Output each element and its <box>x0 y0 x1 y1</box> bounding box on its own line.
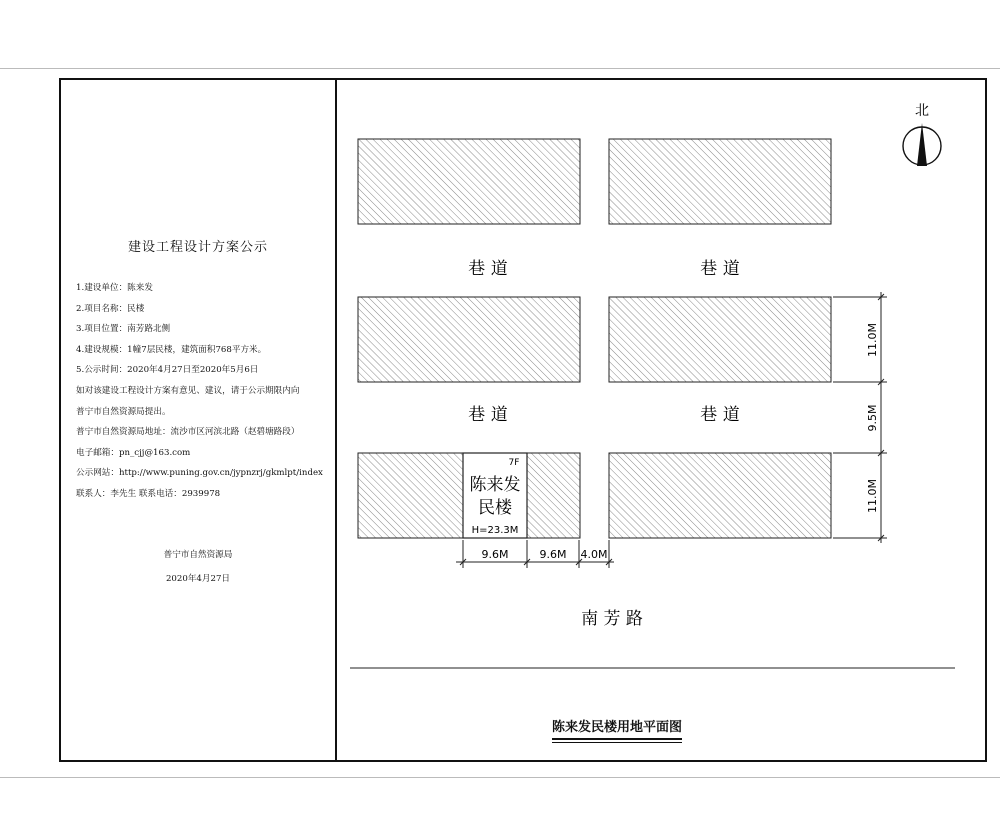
notice-line: 3.项目位置：南芳路北侧 <box>76 324 171 335</box>
neighbor-plot <box>609 297 831 382</box>
notice-line: 2.项目名称：民楼 <box>76 303 145 314</box>
dim-label: 9.6M <box>539 548 567 561</box>
dim-label: 11.0M <box>866 323 879 357</box>
dim-label: 4.0M <box>580 548 608 561</box>
neighbor-plot <box>609 453 831 538</box>
notice-title: 建设工程设计方案公示 <box>127 240 268 255</box>
alley-label: 巷 道 <box>468 259 508 279</box>
alley-label: 巷 道 <box>468 405 508 425</box>
notice-line: 电子邮箱：pn_cjj@163.com <box>76 447 191 458</box>
building-floors: 7F <box>508 458 520 468</box>
neighbor-plot <box>358 139 580 224</box>
building-height: H=23.3M <box>471 525 519 536</box>
project-building <box>463 453 527 538</box>
notice-line: 普宁市自然资源局提出。 <box>76 406 171 417</box>
notice-date: 2020年4月27日 <box>165 574 231 584</box>
notice-line: 如对该建设工程设计方案有意见、建议，请于公示期限内向 <box>76 385 300 396</box>
alley-label: 巷 道 <box>700 259 740 279</box>
building-name-line1: 陈来发 <box>469 475 521 495</box>
notice-line: 公示网站：http://www.puning.gov.cn/jypnzrj/gkmlpt/index <box>76 468 323 479</box>
plan-title: 陈来发民楼用地平面图 <box>552 716 682 740</box>
road-label: 南 芳 路 <box>581 609 643 629</box>
dim-label: 9.6M <box>481 548 509 561</box>
notice-line: 联系人：李先生 联系电话：2939978 <box>76 488 221 499</box>
notice-line: 5.公示时间：2020年4月27日至2020年5月6日 <box>76 365 259 376</box>
dim-label: 11.0M <box>866 479 879 513</box>
neighbor-plot <box>609 139 831 224</box>
notice-issuer: 普宁市自然资源局 <box>163 550 233 560</box>
notice-line: 普宁市自然资源局地址：流沙市区河滨北路（赵碧塘路段） <box>76 427 300 438</box>
north-arrow-icon <box>903 103 941 166</box>
notice-line: 4.建设规模：1幢7层民楼，建筑面积768平方米。 <box>76 344 267 355</box>
north-label: 北 <box>915 103 929 119</box>
alley-label: 巷 道 <box>700 405 740 425</box>
neighbor-plot <box>358 297 580 382</box>
building-name-line2: 民楼 <box>478 498 512 518</box>
notice-line: 1.建设单位：陈来发 <box>76 283 153 293</box>
dim-label: 9.5M <box>866 404 879 432</box>
